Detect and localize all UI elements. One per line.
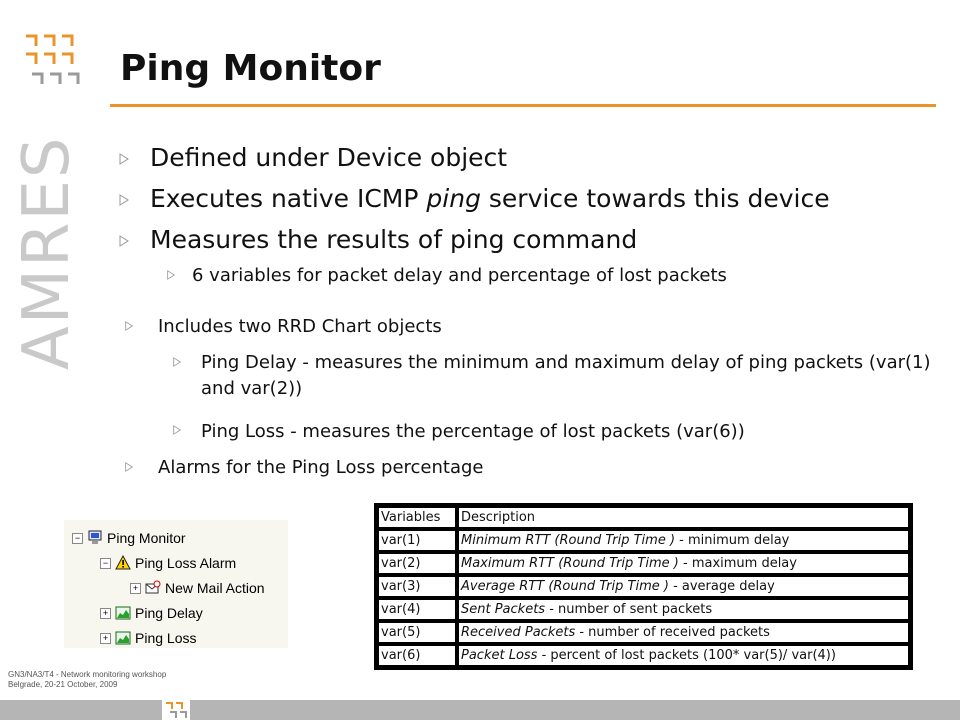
footer-line-2: Belgrade, 20-21 October, 2009 (8, 680, 118, 689)
table-row (378, 645, 909, 666)
var-cell: var(4) (378, 599, 456, 620)
footer-text (8, 670, 166, 690)
mail-icon (145, 580, 161, 596)
table-header-cell: Description (458, 507, 909, 528)
bullet-alarms: Alarms for the Ping Loss percentage (158, 457, 484, 478)
bullet-arrow-icon (172, 425, 182, 435)
bullet-arrow-icon (172, 357, 182, 367)
bullet-defined-under-device: Defined under Device object (150, 143, 508, 172)
var-cell: var(2) (378, 553, 456, 574)
table-header-cell: Variables (378, 507, 456, 528)
object-tree (64, 520, 288, 648)
bullet-arrow-icon (118, 153, 130, 165)
footer-line-1: GN3/NA3/T4 - Network monitoring workshop (8, 670, 167, 679)
chart-icon (115, 605, 131, 621)
var-cell: var(1) (378, 530, 456, 551)
title-divider (110, 104, 936, 107)
desc-cell: Received Packets - number of received packets (458, 622, 909, 643)
bottom-logo-mark-icon (160, 700, 192, 720)
bullet-arrow-icon (166, 270, 176, 280)
variables-table (374, 503, 913, 670)
brand-vertical-text: AMRES (10, 135, 84, 370)
desc-cell: Maximum RTT (Round Trip Time ) - maximum delay (458, 553, 909, 574)
collapse-icon[interactable]: − (100, 558, 111, 569)
bullet-arrow-icon (124, 321, 134, 331)
chart-item-ping-delay: Ping Delay - measures the minimum and maximum delay of ping packets (var(1) and var(2)) (201, 352, 931, 399)
tree-item-ping-loss[interactable]: + Ping Loss (100, 628, 196, 648)
table-header-row (378, 507, 909, 528)
desc-cell: Packet Loss - percent of lost packets (100* var(5)/ var(4)) (458, 645, 909, 666)
tree-item-new-mail-action[interactable]: + New Mail Action (130, 578, 265, 598)
var-cell: var(3) (378, 576, 456, 597)
warning-icon (115, 555, 131, 571)
table-row (378, 599, 909, 620)
table-row (378, 576, 909, 597)
bullet-arrow-icon (124, 462, 134, 472)
var-cell: var(5) (378, 622, 456, 643)
table-row (378, 530, 909, 551)
expand-icon[interactable]: + (130, 583, 141, 594)
expand-icon[interactable]: + (100, 633, 111, 644)
bullet-executes-ping: Executes native ICMP ping service towards this device (150, 184, 830, 213)
sub-bullet-six-variables: 6 variables for packet delay and percentage of lost packets (192, 265, 727, 286)
chart-icon (115, 630, 131, 646)
var-cell: var(6) (378, 645, 456, 666)
expand-icon[interactable]: + (100, 608, 111, 619)
chart-item-ping-loss: Ping Loss - measures the percentage of lost packets (var(6)) (201, 421, 745, 442)
tree-item-ping-delay[interactable]: + Ping Delay (100, 603, 203, 623)
bullet-rrd-charts: Includes two RRD Chart objects (158, 316, 442, 337)
bottom-bar (0, 700, 960, 720)
tree-item-ping-loss-alarm[interactable]: − Ping Loss Alarm (100, 553, 236, 573)
desc-cell: Sent Packets - number of sent packets (458, 599, 909, 620)
bullet-arrow-icon (118, 194, 130, 206)
bullet-arrow-icon (118, 235, 130, 247)
collapse-icon[interactable]: − (72, 533, 83, 544)
monitor-icon (87, 530, 103, 546)
bullet-measures-results: Measures the results of ping command (150, 225, 638, 254)
table-row (378, 622, 909, 643)
tree-item-ping-monitor[interactable]: − Ping Monitor (72, 528, 186, 548)
desc-cell: Average RTT (Round Trip Time ) - average delay (458, 576, 909, 597)
desc-cell: Minimum RTT (Round Trip Time ) - minimum delay (458, 530, 909, 551)
page-title: Ping Monitor (120, 48, 381, 89)
table-row (378, 553, 909, 574)
